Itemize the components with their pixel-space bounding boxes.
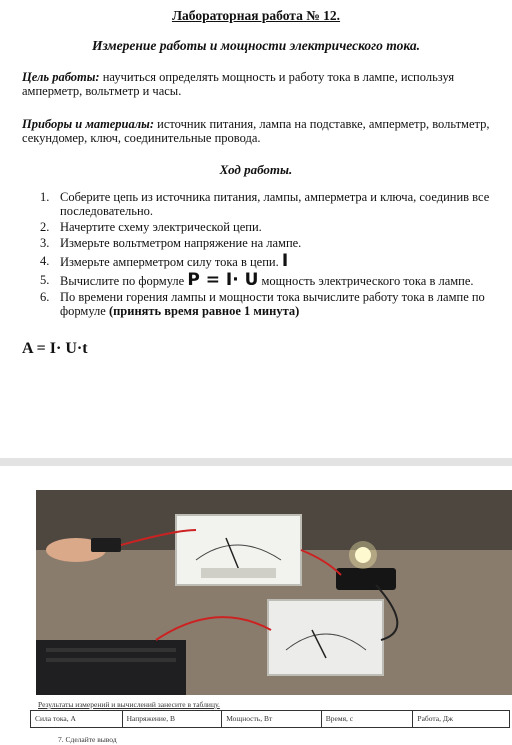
table-header-cell: Время, с: [322, 711, 414, 727]
page-divider: [0, 458, 512, 466]
table-caption: Результаты измерений и вычислений занесите в таблицу.: [38, 700, 220, 709]
goal-text-2: амперметр, вольтметр и часы.: [22, 84, 182, 98]
work-formula: A = I· U·t: [22, 340, 88, 357]
procedure-title: Ход работы.: [219, 162, 293, 177]
current-symbol: I: [281, 251, 289, 271]
step-2: [40, 220, 512, 234]
step-text: Измерьте амперметром силу тока в цепи.: [60, 255, 282, 269]
step-text: Соберите цепь из источника питания, лампы, амперметра и ключа, соединив все: [60, 190, 490, 204]
goal-paragraph: [22, 70, 512, 98]
step-text: Начертите схему электрической цепи.: [60, 220, 262, 234]
procedure-steps: [40, 190, 512, 318]
lab-setup-photo: [36, 490, 512, 695]
goal-text-1: научиться определять мощность и работу тока в лампе, используя: [99, 70, 455, 84]
table-header-cell: Напряжение, В: [123, 711, 223, 727]
power-formula: P = I· U: [187, 270, 259, 290]
step-1: [40, 190, 512, 218]
step-text: По времени горения лампы и мощности тока вычислите работу тока в лампе по: [60, 290, 485, 304]
step-text: последовательно.: [60, 204, 154, 218]
lab-subtitle: Измерение работы и мощности электрического тока.: [92, 38, 420, 53]
time-note: (принять время равное 1 минута): [108, 304, 300, 318]
materials-paragraph: [22, 117, 512, 145]
step-text: Измерьте вольтметром напряжение на лампе.: [60, 236, 302, 250]
step-text: формуле: [60, 304, 109, 318]
table-header-cell: Мощность, Вт: [222, 711, 322, 727]
materials-label: Приборы и материалы:: [22, 117, 154, 131]
step-number: 1.: [40, 190, 50, 204]
step-5: [40, 270, 512, 290]
step-text: Вычислите по формуле: [60, 274, 188, 288]
materials-text-2: секундомер, ключ, соединительные провода.: [22, 131, 261, 145]
step-6: [40, 290, 512, 318]
conclusion-step: 7. Сделайте вывод: [58, 735, 117, 744]
materials-text-1: источник питания, лампа на подставке, амперметр, вольтметр,: [154, 117, 490, 131]
step-4: [40, 251, 512, 271]
table-header-cell: Сила тока, А: [31, 711, 123, 727]
step-3: [40, 236, 512, 250]
step-number: 6.: [40, 290, 50, 304]
step-number: 2.: [40, 220, 50, 234]
table-header-cell: Работа, Дж: [417, 714, 454, 723]
goal-label: Цель работы:: [22, 70, 100, 84]
step-number: 5.: [40, 273, 50, 287]
lab-title: Лабораторная работа № 12.: [171, 8, 341, 23]
results-table-header: [30, 710, 510, 728]
lab-setup-illustration: [36, 490, 512, 695]
step-text: мощность электрического тока в лампе.: [258, 274, 474, 288]
step-number: 4.: [40, 254, 50, 268]
step-number: 3.: [40, 236, 50, 250]
